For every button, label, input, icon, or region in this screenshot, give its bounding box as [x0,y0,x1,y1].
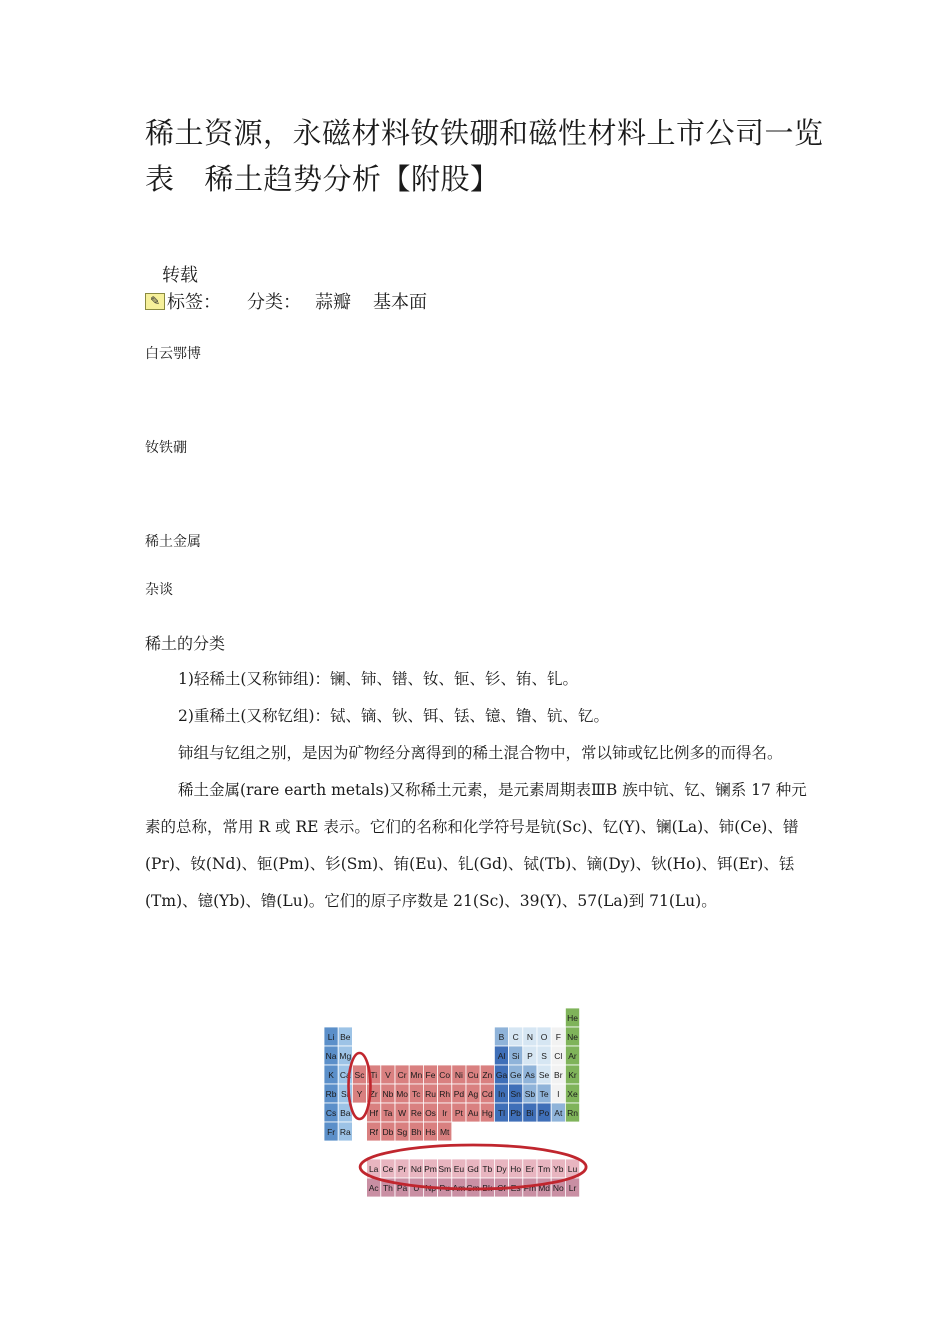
element-symbol: As [524,1070,535,1080]
paragraph: 2)重稀土(又称钇组)：铽、镝、钬、铒、铥、镱、镥、钪、钇。 [178,707,610,725]
element-symbol: Al [497,1051,506,1061]
element-symbol: Tc [412,1089,421,1099]
element-symbol: Rf [369,1127,378,1137]
element-symbol: Ru [425,1089,436,1099]
element-symbol: Ra [339,1127,351,1137]
element-symbol: Ca [339,1070,351,1080]
element-symbol: Pb [510,1108,521,1118]
element-symbol: Fr [327,1127,336,1137]
element-symbol: S [541,1051,547,1061]
element-symbol: Md [538,1183,551,1193]
element-symbol: Si [511,1051,520,1061]
periodic-table-image [322,1000,592,1202]
element-symbol: Pa [396,1183,408,1193]
tags-label: 标签： [167,292,221,313]
element-symbol: O [540,1032,548,1042]
element-symbol: Re [410,1108,422,1118]
element-symbol: No [552,1183,564,1193]
element-symbol: Pm [424,1164,437,1174]
element-symbol: Tm [537,1164,551,1174]
element-symbol: Ce [382,1164,394,1174]
element-symbol: Tl [497,1108,506,1118]
element-symbol: At [554,1108,563,1118]
element-symbol: He [567,1013,578,1023]
element-symbol: Sn [510,1089,521,1099]
element-symbol: Es [510,1183,521,1193]
tag-link[interactable]: 钕铁硼 [145,440,187,456]
element-symbol: Lr [568,1183,577,1193]
element-symbol: La [368,1164,379,1174]
element-symbol: Ti [370,1070,378,1080]
element-symbol: Au [467,1108,479,1118]
element-symbol: Xe [567,1089,578,1099]
element-symbol: Li [327,1032,335,1042]
element-symbol: Yb [553,1164,564,1174]
element-symbol: Ge [510,1070,522,1080]
category-label: 分类： [247,292,301,313]
element-symbol: Cl [554,1051,563,1061]
element-symbol: Pr [397,1164,407,1174]
tag-icon[interactable]: ✎ [145,293,165,310]
element-symbol: Pd [453,1089,465,1099]
element-symbol: Th [382,1183,393,1193]
element-symbol: Os [425,1108,436,1118]
element-symbol: Cf [497,1183,506,1193]
element-symbol: Ne [567,1032,578,1042]
article-meta [145,288,427,314]
element-symbol: Mt [439,1127,450,1137]
paragraph: 铈组与钇组之别，是因为矿物经分离得到的稀土混合物中，常以铈或钇比例多的而得名。 [178,744,783,762]
element-symbol: Rb [325,1089,337,1099]
element-symbol: Dy [496,1164,507,1174]
element-symbol: In [497,1089,506,1099]
element-symbol: Bh [411,1127,422,1137]
tag-link[interactable]: 稀土金属 [145,534,201,550]
element-symbol: Ta [383,1108,393,1118]
element-symbol: C [512,1032,519,1042]
article-title-part1: 稀土资源，永磁材料钕铁硼和磁性材料上市公司一览表 [145,116,824,196]
element-symbol: Sg [396,1127,408,1137]
element-symbol: Cs [325,1108,337,1118]
element-symbol: Kr [568,1070,577,1080]
paragraph: 稀土金属(rare earth metals)又称稀土元素，是元素周期表ⅢB 族中钪、钇、镧系 17 种元素的总称，常用 R 或 RE 表示。它们的名称和化学符号是钪(Sc)、钇(Y)、镧(La)、铈(Ce)、镨(Pr)、钕(Nd)、钷(Pm)、钐(Sm)、铕(Eu)、钆(Gd)、铽(Tb)、镝(Dy)、钬(Ho)、铒(Er)、铥(Tm)、镱(Yb)、镥(Lu)。它们的原子序数是 21(Sc)、39(Y)、57(La)到 71(Lu)。 [145,781,807,910]
element-symbol: Y [356,1089,363,1099]
paragraph: 1)轻稀土(又称铈组)：镧、铈、镨、钕、钷、钐、铕、钆。 [178,670,579,688]
tag-link[interactable]: 杂谈 [145,582,173,598]
section-title: 稀土的分类 [145,634,226,653]
element-symbol: Sr [341,1089,350,1099]
element-symbol: B [498,1032,505,1042]
element-symbol: N [526,1032,533,1042]
element-symbol: Rh [439,1089,451,1099]
element-symbol: Zn [482,1070,493,1080]
element-symbol: Cd [481,1089,493,1099]
article-title-part2: 稀土趋势分析【附股】 [204,162,500,196]
element-symbol: Sm [438,1164,452,1174]
element-symbol: Db [382,1127,394,1137]
tag-link[interactable]: 白云鄂博 [145,346,201,362]
element-symbol: Rn [567,1108,578,1118]
element-symbol: Be [340,1032,351,1042]
element-symbol: Bi [526,1108,534,1118]
article-title [145,110,825,202]
element-symbol: Hf [369,1108,378,1118]
element-symbol: I [557,1089,560,1099]
element-symbol: Co [439,1070,451,1080]
element-symbol: Mg [339,1051,352,1061]
element-symbol: F [555,1032,561,1042]
element-symbol: Ba [340,1108,351,1118]
element-symbol: Am [452,1183,466,1193]
category-link-2[interactable]: 基本面 [373,292,427,313]
element-symbol: Tb [482,1164,493,1174]
category-link[interactable]: 蒜瓣 [315,292,351,313]
element-symbol: Ag [467,1089,479,1099]
element-symbol: Bk [482,1183,493,1193]
element-symbol: Sc [354,1070,365,1080]
element-symbol: K [328,1070,334,1080]
element-symbol: Sb [524,1089,536,1099]
element-symbol: Zr [369,1089,378,1099]
element-symbol: Ir [442,1108,448,1118]
element-symbol: U [413,1183,420,1193]
element-symbol: Hg [481,1108,493,1118]
element-symbol: Pt [454,1108,463,1118]
element-symbol: Na [325,1051,337,1061]
element-symbol: Ho [510,1164,522,1174]
element-symbol: Cm [466,1183,480,1193]
element-symbol: Pu [439,1183,450,1193]
element-symbol: Hs [425,1127,436,1137]
element-symbol: Gd [467,1164,479,1174]
element-symbol: Ar [568,1051,577,1061]
element-symbol: Ni [454,1070,463,1080]
element-symbol: Po [538,1108,550,1118]
element-symbol: Cu [467,1070,479,1080]
element-symbol: Mo [396,1089,409,1099]
element-symbol: Se [538,1070,550,1080]
element-symbol: Np [425,1183,436,1193]
element-symbol: Nb [382,1089,394,1099]
element-symbol: Ac [368,1183,379,1193]
element-symbol: Lu [567,1164,578,1174]
element-symbol: P [527,1051,533,1061]
element-symbol: Eu [453,1164,465,1174]
element-symbol: Br [554,1070,563,1080]
element-symbol: Mn [410,1070,423,1080]
element-symbol: W [398,1108,407,1118]
element-symbol: Nd [410,1164,422,1174]
element-symbol: V [385,1070,391,1080]
element-symbol: Fm [523,1183,537,1193]
element-symbol: Er [525,1164,535,1174]
element-symbol: Cr [397,1070,407,1080]
element-symbol: Te [539,1089,549,1099]
repost-label: 转载 [162,265,198,286]
element-symbol: Fe [425,1070,436,1080]
element-symbol: Ga [495,1070,508,1080]
